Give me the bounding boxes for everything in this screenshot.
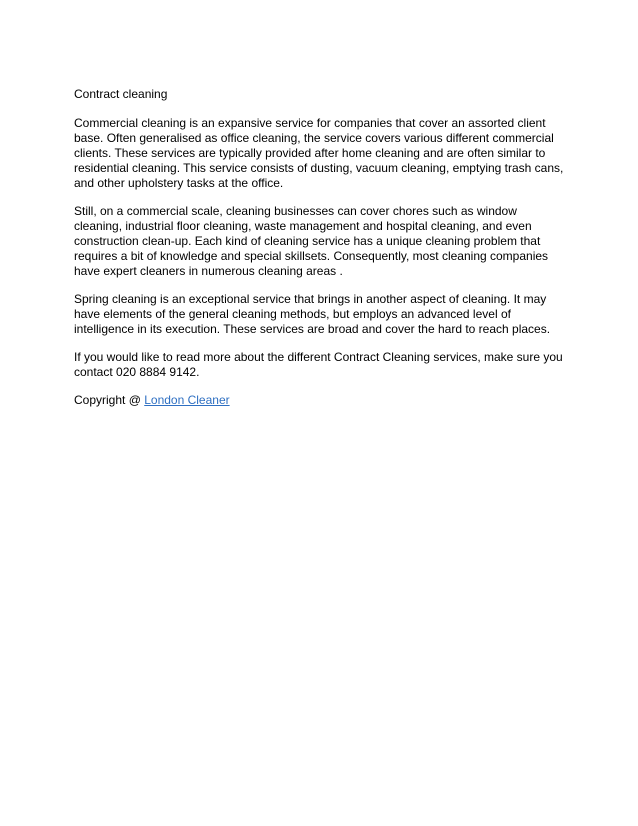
copyright-line [74, 393, 566, 408]
paragraph-commercial-cleaning: Commercial cleaning is an expansive service for companies that cover an assorted client base. Often generalised as office cleaning, the service covers various different commercial clients. These services are typically provided after home cleaning and are often similar to residential cleaning. This service consists of dusting, vacuum cleaning, emptying trash cans, and other upholstery tasks at the office. [74, 116, 564, 190]
london-cleaner-link[interactable]: London Cleaner [144, 393, 230, 407]
copyright-prefix: Copyright @ [74, 393, 145, 407]
document-title: Contract cleaning [74, 87, 168, 101]
paragraph-commercial-scale: Still, on a commercial scale, cleaning businesses can cover chores such as window cleaning, industrial floor cleaning, waste management and hospital cleaning, and even construction clean-up. Each kind of cleaning service has a unique cleaning problem that requires a bit of knowledge and special skillsets. Consequently, most cleaning companies have expert cleaners in numerous cleaning areas . [74, 204, 549, 278]
document-body [74, 87, 566, 421]
paragraph-spring-cleaning: Spring cleaning is an exceptional service that brings in another aspect of cleaning. It may have elements of the general cleaning methods, but employs an advanced level of intelligence in its execution. These services are broad and cover the hard to reach places. [74, 292, 551, 336]
paragraph-contact: If you would like to read more about the different Contract Cleaning services, make sure you contact 020 8884 9142. [74, 350, 563, 379]
